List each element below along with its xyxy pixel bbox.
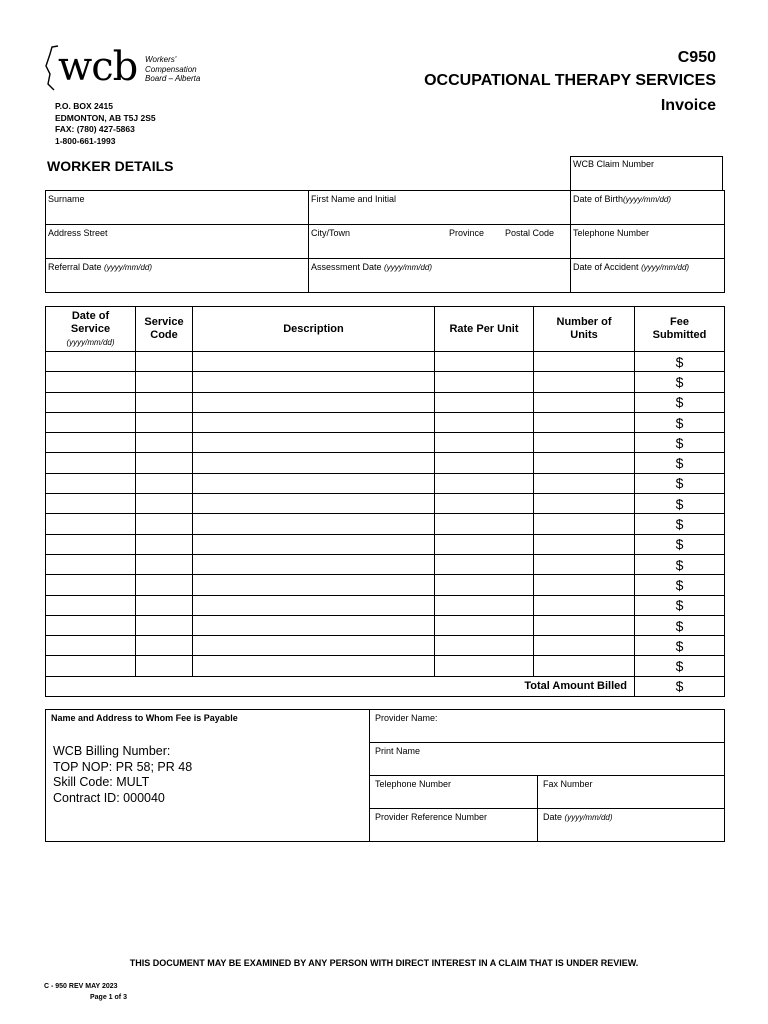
description-cell[interactable]	[193, 453, 435, 473]
description-cell[interactable]	[193, 412, 435, 432]
provider-telephone-field[interactable]	[370, 776, 538, 809]
payable-to-label: Name and Address to Whom Fee is Payable	[51, 713, 238, 723]
currency-symbol: $	[675, 576, 684, 593]
date-of-service-cell[interactable]	[46, 473, 136, 493]
date-of-service-cell[interactable]	[46, 595, 136, 615]
col-date-of-service	[46, 307, 136, 352]
assessment-date-text: Assessment Date	[311, 262, 382, 272]
rate-per-unit-cell[interactable]	[435, 636, 534, 656]
currency-symbol: $	[675, 516, 684, 533]
print-name-field[interactable]	[370, 743, 725, 776]
service-code-cell[interactable]	[136, 615, 193, 635]
currency-symbol: $	[675, 373, 684, 390]
service-row	[46, 575, 725, 595]
service-row	[46, 595, 725, 615]
number-of-units-cell[interactable]	[534, 514, 635, 534]
date-format-hint: (yyyy/mm/dd)	[384, 263, 433, 272]
worker-details-table	[45, 190, 725, 293]
date-of-service-cell[interactable]	[46, 514, 136, 534]
service-code-cell[interactable]	[136, 392, 193, 412]
total-amount-label: Total Amount Billed	[46, 676, 635, 696]
postal-code-label: Postal Code	[505, 228, 555, 238]
fee-submitted-cell[interactable]	[635, 615, 725, 635]
currency-symbol: $	[675, 597, 684, 614]
address-street-label: Address Street	[48, 228, 108, 238]
number-of-units-cell[interactable]	[534, 636, 635, 656]
rate-per-unit-cell[interactable]	[435, 412, 534, 432]
service-row	[46, 392, 725, 412]
description-cell[interactable]	[193, 554, 435, 574]
description-cell[interactable]	[193, 656, 435, 676]
service-code-cell[interactable]	[136, 433, 193, 453]
col-date-line2: Service	[70, 322, 111, 335]
service-code-cell[interactable]	[136, 656, 193, 676]
provider-reference-field[interactable]	[370, 809, 538, 842]
col-number-of-units	[534, 307, 635, 352]
form-code: C950	[677, 49, 716, 66]
number-of-units-cell[interactable]	[534, 575, 635, 595]
address-line: EDMONTON, AB T5J 2S5	[55, 112, 156, 123]
date-of-service-cell[interactable]	[46, 534, 136, 554]
service-code-cell[interactable]	[136, 514, 193, 534]
billing-line: Contract ID: 000040	[53, 790, 165, 805]
fee-submitted-cell[interactable]	[635, 473, 725, 493]
date-of-birth-label	[573, 194, 671, 204]
date-of-service-cell[interactable]	[46, 494, 136, 514]
logo-subtitle	[145, 55, 200, 84]
service-row	[46, 656, 725, 676]
service-code-cell[interactable]	[136, 473, 193, 493]
worker-details-title: WORKER DETAILS	[47, 158, 174, 174]
number-of-units-cell[interactable]	[534, 534, 635, 554]
date-format-hint: (yyyy/mm/dd)	[66, 337, 115, 347]
currency-symbol: $	[675, 637, 684, 654]
fee-submitted-cell[interactable]	[635, 412, 725, 432]
description-cell[interactable]	[193, 514, 435, 534]
description-cell[interactable]	[193, 372, 435, 392]
billing-line: TOP NOP: PR 58; PR 48	[53, 759, 193, 774]
referral-date-label	[48, 262, 152, 272]
service-row	[46, 494, 725, 514]
fee-submitted-cell[interactable]	[635, 514, 725, 534]
service-row	[46, 636, 725, 656]
payable-to-field[interactable]	[46, 710, 370, 842]
fax-number-label: Fax Number	[543, 779, 593, 789]
print-name-label: Print Name	[375, 746, 421, 756]
provider-table	[45, 709, 725, 842]
rate-per-unit-cell[interactable]	[435, 494, 534, 514]
service-row	[46, 534, 725, 554]
provider-name-label: Provider Name:	[375, 713, 438, 723]
currency-symbol: $	[675, 495, 684, 512]
date-format-hint: (yyyy/mm/dd)	[104, 263, 153, 272]
number-of-units-cell[interactable]	[534, 473, 635, 493]
rate-per-unit-cell[interactable]	[435, 575, 534, 595]
service-code-cell[interactable]	[136, 534, 193, 554]
fee-submitted-cell[interactable]	[635, 595, 725, 615]
currency-symbol: $	[675, 414, 684, 431]
date-format-hint: (yyyy/mm/dd)	[641, 263, 690, 272]
number-of-units-cell[interactable]	[534, 412, 635, 432]
number-of-units-cell[interactable]	[534, 554, 635, 574]
rate-per-unit-cell[interactable]	[435, 352, 534, 372]
col-units-line1: Number of	[556, 316, 612, 328]
logo-subtitle-line: Board – Alberta	[145, 74, 201, 83]
date-format-hint: (yyyy/mm/dd)	[623, 195, 672, 204]
rate-per-unit-cell[interactable]	[435, 392, 534, 412]
service-code-cell[interactable]	[136, 636, 193, 656]
currency-symbol: $	[675, 617, 684, 634]
date-of-service-cell[interactable]	[46, 392, 136, 412]
fee-submitted-cell[interactable]	[635, 575, 725, 595]
col-fee-line2: Submitted	[652, 329, 707, 341]
service-code-cell[interactable]	[136, 494, 193, 514]
col-service-code	[136, 307, 193, 352]
number-of-units-cell[interactable]	[534, 352, 635, 372]
disclaimer-text: THIS DOCUMENT MAY BE EXAMINED BY ANY PERSON WITH DIRECT INTEREST IN A CLAIM THAT IS UNDER REVIEW.	[129, 958, 639, 968]
date-of-service-cell[interactable]	[46, 453, 136, 473]
fee-submitted-cell[interactable]	[635, 352, 725, 372]
date-of-accident-label	[573, 262, 689, 272]
description-cell[interactable]	[193, 595, 435, 615]
service-code-cell[interactable]	[136, 372, 193, 392]
form-header	[424, 47, 716, 119]
col-rate-per-unit: Rate Per Unit	[435, 307, 534, 352]
rate-per-unit-cell[interactable]	[435, 372, 534, 392]
date-format-hint: (yyyy/mm/dd)	[564, 813, 613, 822]
col-fee-line1: Fee	[670, 316, 689, 328]
service-row	[46, 615, 725, 635]
number-of-units-cell[interactable]	[534, 615, 635, 635]
wcb-logo	[44, 44, 214, 94]
fax-number-field[interactable]	[538, 776, 725, 809]
number-of-units-cell[interactable]	[534, 433, 635, 453]
rate-per-unit-cell[interactable]	[435, 595, 534, 615]
currency-symbol: $	[675, 536, 684, 553]
currency-symbol: $	[675, 556, 684, 573]
service-code-cell[interactable]	[136, 595, 193, 615]
address-street-field[interactable]	[46, 225, 309, 259]
first-name-label: First Name and Initial	[311, 194, 397, 204]
fee-submitted-cell[interactable]	[635, 372, 725, 392]
fee-submitted-cell[interactable]	[635, 433, 725, 453]
logo-wordmark: wcb	[58, 44, 138, 90]
description-cell[interactable]	[193, 352, 435, 372]
rate-per-unit-cell[interactable]	[435, 534, 534, 554]
billing-line: Skill Code: MULT	[53, 775, 150, 789]
mailing-address	[55, 101, 156, 147]
date-of-service-cell[interactable]	[46, 615, 136, 635]
date-of-service-cell[interactable]	[46, 372, 136, 392]
service-code-cell[interactable]	[136, 453, 193, 473]
revision-info	[44, 981, 127, 1003]
description-cell[interactable]	[193, 392, 435, 412]
service-code-cell[interactable]	[136, 352, 193, 372]
billing-line: WCB Billing Number:	[53, 744, 171, 758]
number-of-units-cell[interactable]	[534, 392, 635, 412]
surname-field[interactable]	[46, 191, 309, 225]
rate-per-unit-cell[interactable]	[435, 473, 534, 493]
address-line: P.O. BOX 2415	[55, 101, 113, 111]
claim-number-label: WCB Claim Number	[573, 159, 655, 169]
provider-name-field[interactable]	[370, 710, 725, 743]
services-table	[45, 306, 725, 697]
date-of-service-cell[interactable]	[46, 636, 136, 656]
service-code-cell[interactable]	[136, 412, 193, 432]
number-of-units-cell[interactable]	[534, 453, 635, 473]
currency-symbol: $	[675, 455, 684, 472]
fee-submitted-cell[interactable]	[635, 534, 725, 554]
currency-symbol: $	[675, 475, 684, 492]
logo-subtitle-line: Workers'	[145, 55, 177, 64]
fee-submitted-cell[interactable]	[635, 636, 725, 656]
col-date-line1: Date of	[71, 309, 110, 322]
page-number: Page 1 of 3	[90, 994, 127, 1001]
service-code-cell[interactable]	[136, 554, 193, 574]
description-cell[interactable]	[193, 575, 435, 595]
description-cell[interactable]	[193, 494, 435, 514]
date-of-service-cell[interactable]	[46, 656, 136, 676]
surname-label: Surname	[48, 194, 85, 204]
service-row	[46, 433, 725, 453]
currency-symbol: $	[675, 658, 684, 675]
date-of-service-cell[interactable]	[46, 412, 136, 432]
fee-submitted-cell[interactable]	[635, 656, 725, 676]
date-of-birth-field[interactable]	[571, 191, 725, 225]
col-fee-submitted	[635, 307, 725, 352]
total-amount-field[interactable]	[635, 676, 725, 696]
service-row	[46, 412, 725, 432]
date-of-accident-text: Date of Accident	[573, 262, 639, 272]
description-cell[interactable]	[193, 433, 435, 453]
city-province-postal-field[interactable]	[309, 225, 571, 259]
assessment-date-field[interactable]	[309, 259, 571, 293]
number-of-units-cell[interactable]	[534, 595, 635, 615]
signature-date-text: Date	[543, 812, 563, 822]
service-row	[46, 453, 725, 473]
date-of-accident-field[interactable]	[571, 259, 725, 293]
currency-symbol: $	[675, 678, 684, 695]
referral-date-field[interactable]	[46, 259, 309, 293]
fee-submitted-cell[interactable]	[635, 494, 725, 514]
rate-per-unit-cell[interactable]	[435, 433, 534, 453]
col-code-line2: Code	[150, 329, 178, 341]
description-cell[interactable]	[193, 615, 435, 635]
currency-symbol: $	[675, 353, 684, 370]
rate-per-unit-cell[interactable]	[435, 514, 534, 534]
rate-per-unit-cell[interactable]	[435, 656, 534, 676]
fee-submitted-cell[interactable]	[635, 453, 725, 473]
service-row	[46, 514, 725, 534]
provider-reference-label: Provider Reference Number	[375, 812, 488, 822]
number-of-units-cell[interactable]	[534, 494, 635, 514]
signature-date-label	[543, 812, 613, 822]
col-code-line1: Service	[144, 316, 184, 328]
date-of-service-cell[interactable]	[46, 575, 136, 595]
address-line: 1-800-661-1993	[55, 135, 116, 146]
logo-subtitle-line: Compensation	[145, 64, 197, 74]
provider-telephone-label: Telephone Number	[375, 779, 452, 789]
service-row	[46, 372, 725, 392]
revision-code: C - 950 REV MAY 2023	[44, 983, 118, 990]
number-of-units-cell[interactable]	[534, 656, 635, 676]
service-row	[46, 554, 725, 574]
claim-number-field[interactable]	[570, 156, 723, 191]
address-line: FAX: (780) 427-5863	[55, 124, 135, 134]
telephone-field[interactable]	[571, 225, 725, 259]
fee-submitted-cell[interactable]	[635, 392, 725, 412]
description-cell[interactable]	[193, 636, 435, 656]
date-of-service-cell[interactable]	[46, 554, 136, 574]
service-code-cell[interactable]	[136, 575, 193, 595]
number-of-units-cell[interactable]	[534, 372, 635, 392]
form-title: OCCUPATIONAL THERAPY SERVICES	[424, 72, 716, 89]
date-of-service-cell[interactable]	[46, 433, 136, 453]
province-label: Province	[449, 228, 485, 238]
rate-per-unit-cell[interactable]	[435, 453, 534, 473]
first-name-field[interactable]	[309, 191, 571, 225]
currency-symbol: $	[675, 434, 684, 451]
col-description: Description	[193, 307, 435, 352]
currency-symbol: $	[675, 394, 684, 411]
service-row	[46, 352, 725, 372]
city-label: City/Town	[311, 228, 351, 238]
fee-submitted-cell[interactable]	[635, 554, 725, 574]
col-units-line2: Units	[570, 329, 598, 341]
form-subtitle: Invoice	[660, 97, 716, 114]
date-of-service-cell[interactable]	[46, 352, 136, 372]
services-table-body	[46, 352, 725, 677]
signature-date-field[interactable]	[538, 809, 725, 842]
description-cell[interactable]	[193, 473, 435, 493]
assessment-date-label	[311, 262, 432, 272]
billing-info	[53, 744, 192, 806]
date-of-birth-text: Date of Birth	[573, 194, 624, 204]
rate-per-unit-cell[interactable]	[435, 615, 534, 635]
telephone-label: Telephone Number	[573, 228, 650, 238]
rate-per-unit-cell[interactable]	[435, 554, 534, 574]
referral-date-text: Referral Date	[48, 262, 102, 272]
description-cell[interactable]	[193, 534, 435, 554]
service-row	[46, 473, 725, 493]
